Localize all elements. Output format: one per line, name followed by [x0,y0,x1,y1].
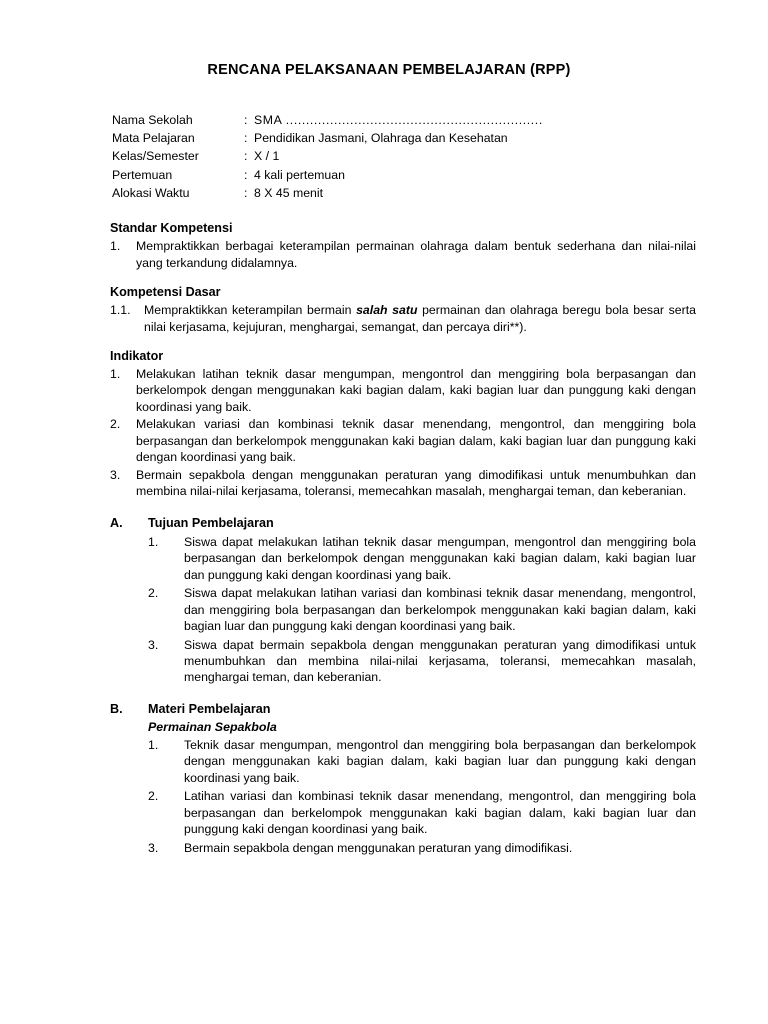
document-metadata-table [112,112,543,203]
list-item-number: 2. [148,586,159,601]
section-heading-tujuan-pembelajaran [110,516,696,530]
kd-text-before: Mempraktikkan keterampilan bermain [144,303,357,318]
list-item-text: Melakukan variasi dan kombinasi teknik dasar menendang, mengontrol, dan menggiring bola berpasangan dan berkelompok menggunakan kaki bagian dalam, kaki bagian luar dan punggung kaki dengan koordinasi yang baik. [136,417,696,465]
meta-value-pertemuan: 4 kali pertemuan [254,167,345,182]
list-item-text: Bermain sepakbola dengan menggunakan peraturan yang dimodifikasi untuk menumbuhkan dan membina nilai-nilai kerjasama, toleransi, memecahkan masalah, menghargai teman, dan keberanian. [136,467,696,499]
list-item-number: 1. [148,534,159,549]
list-item-text: Siswa dapat bermain sepakbola dengan menggunakan peraturan yang dimodifikasi untuk menumbuhkan dan membina nilai-nilai kerjasama, toleransi, memecahkan masalah, menghargai teman, dan keberanian. [184,637,696,685]
kd-emphasis: salah satu [356,303,418,318]
list-item [148,737,696,786]
list-item-text: Teknik dasar mengumpan, mengontrol dan menggiring bola berpasangan dan berkelompok dengan menggunakan kaki bagian dalam, kaki bagian luar dan punggung kaki dengan koordinasi yang baik. [184,737,696,785]
page-title: RENCANA PELAKSANAAN PEMBELAJARAN (RPP) [207,62,571,78]
heading-indikator: Indikator [110,348,164,363]
list-item-text: Latihan variasi dan kombinasi teknik dasar menendang, mengontrol, dan menggiring bola berpasangan dan berkelompok menggunakan kaki bagian dalam, kaki bagian luar dan punggung kaki dengan koordinasi yang baik. [184,789,696,837]
list-item [110,302,696,335]
list-item-number: 1. [148,737,159,752]
section-letter: B. [110,701,123,716]
meta-separator: : [244,113,248,127]
meta-label-kelas-semester: Kelas/Semester [112,149,199,164]
meta-separator: : [244,167,248,182]
meta-label-pertemuan: Pertemuan [112,167,173,182]
list-item [148,637,696,686]
list-item-text: Bermain sepakbola dengan menggunakan peraturan yang dimodifikasi. [184,840,573,855]
list-item-text: Siswa dapat melakukan latihan variasi dan kombinasi teknik dasar menendang, mengontrol, dan menggiring bola berpasangan dan berkelompok menggunakan kaki bagian dalam, kaki bagian luar dan punggung kaki dengan koordinasi yang baik. [184,586,696,634]
list-item-number: 1.1. [110,303,131,318]
meta-label-mata-pelajaran: Mata Pelajaran [112,131,195,146]
section-title: Materi Pembelajaran [148,701,271,716]
list-item-text: Siswa dapat melakukan latihan teknik dasar mengumpan, mengontrol dan menggiring bola berpasangan dan berkelompok dengan menggunakan kaki bagian dalam, kaki bagian luar dan punggung kaki dengan koordinasi yang baik. [184,534,696,582]
heading-kompetensi-dasar: Kompetensi Dasar [110,285,221,300]
heading-standar-kompetensi: Standar Kompetensi [110,221,233,236]
list-item [148,788,696,837]
list-materi-pembelajaran [148,737,696,856]
list-item-number: 1. [110,239,121,254]
section-subtitle-permainan-sepakbola: Permainan Sepakbola [148,719,277,734]
table-row [112,167,543,185]
list-item-number: 3. [148,637,159,652]
kd-text-after: permainan dan olahraga beregu bola besar serta nilai kerjasama, kejujuran, menghargai, semangat, dan percaya diri**). [144,303,696,334]
meta-value-nama-sekolah: SMA ................................................................ [254,113,543,127]
list-item [148,585,696,634]
list-item-number: 2. [148,789,159,804]
list-item [110,238,696,271]
list-item-text: Mempraktikkan berbagai keterampilan permainan olahraga dalam bentuk sederhana dan nilai-nilai yang terkandung didalamnya. [136,239,696,270]
meta-separator: : [244,149,248,164]
list-item-text: Melakukan latihan teknik dasar mengumpan, mengontrol dan menggiring bola berpasangan dan berkelompok dengan menggunakan kaki bagian dalam, kaki bagian luar dan punggung kaki dengan koordinasi yang baik. [136,366,696,414]
section-letter: A. [110,515,123,530]
list-item-number: 2. [110,417,121,432]
table-row [112,148,543,166]
list-item [148,534,696,583]
section-title: Tujuan Pembelajaran [148,515,274,530]
meta-value-alokasi-waktu: 8 X 45 menit [254,185,324,200]
section-heading-materi-pembelajaran [110,702,696,716]
list-item-number: 1. [110,366,121,381]
meta-value-mata-pelajaran: Pendidikan Jasmani, Olahraga dan Kesehatan [254,131,508,146]
table-row [112,185,543,203]
table-row [112,130,543,148]
meta-value-kelas-semester: X / 1 [254,149,280,164]
meta-separator: : [244,131,248,146]
meta-separator: : [244,185,248,200]
list-item-number: 3. [110,467,121,482]
list-item-number: 3. [148,840,159,855]
list-item [148,840,696,856]
meta-label-nama-sekolah: Nama Sekolah [112,113,193,127]
list-tujuan-pembelajaran [148,534,696,686]
meta-label-alokasi-waktu: Alokasi Waktu [112,185,190,200]
table-row [112,112,543,130]
list-item-text [144,302,696,335]
list-item [110,467,696,500]
list-item [110,416,696,465]
list-item [110,366,696,415]
